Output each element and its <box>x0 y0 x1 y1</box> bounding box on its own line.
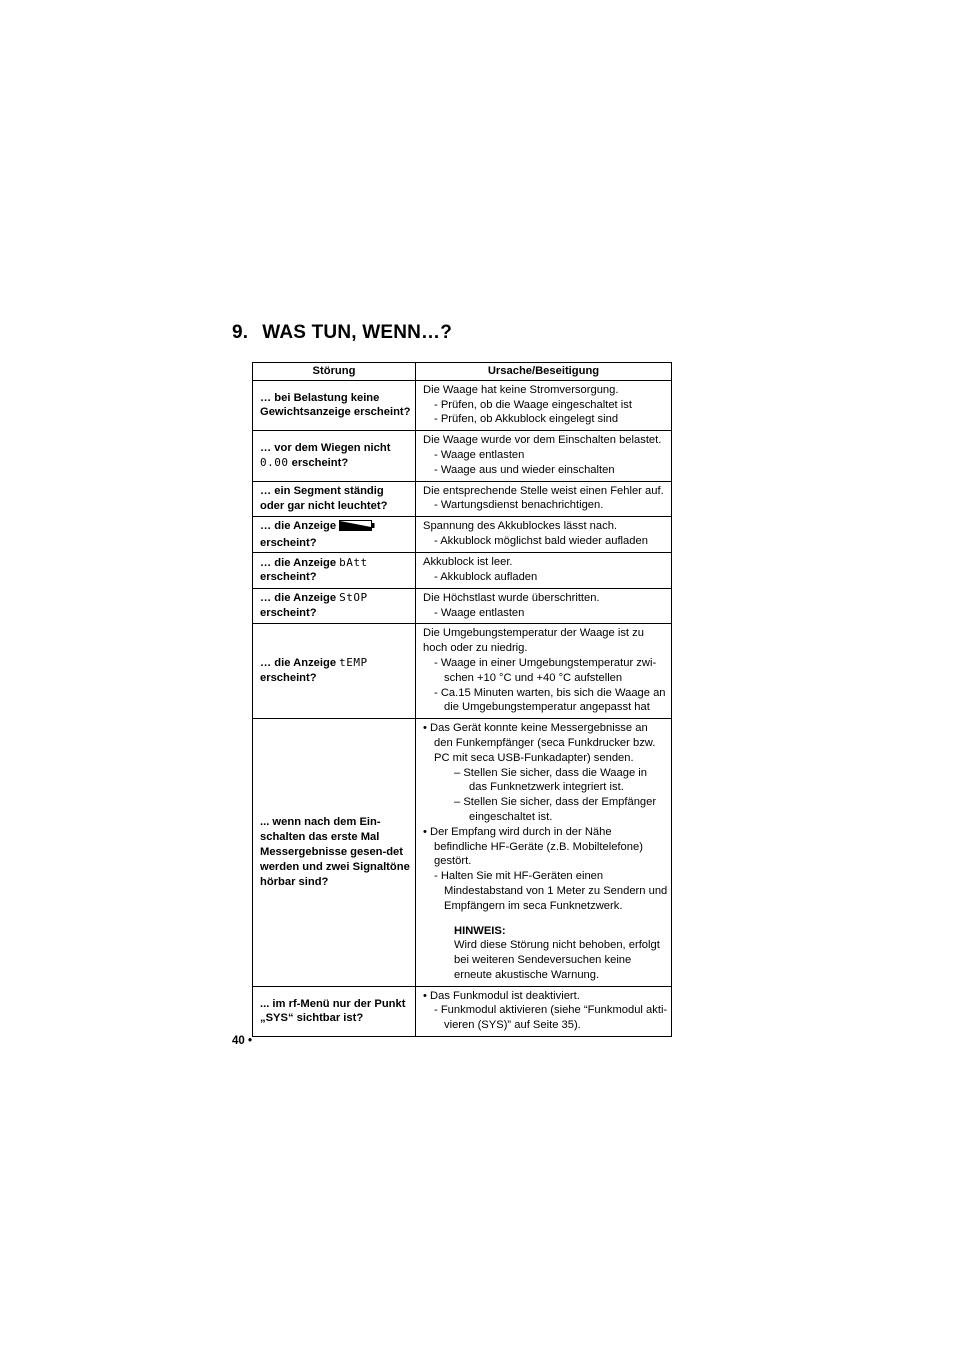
fault-cell <box>253 553 416 589</box>
table-header-row <box>253 363 672 381</box>
fault-text: erscheint? <box>260 536 317 549</box>
fault-text: … die Anzeige <box>260 519 337 532</box>
cause-text: Die Umgebungstemperatur der Waage ist zu hoch oder zu niedrig. <box>423 627 644 655</box>
fault-cell: ... im rf-Menü nur der Punkt „SYS“ sichtbar ist? <box>253 986 416 1036</box>
fault-cell: ... wenn nach dem Ein-schalten das erste Mal Messergebnisse gesen-det werden und zwei Signaltöne hörbar sind? <box>253 719 416 987</box>
cause-text: Die Höchstlast wurde überschritten. <box>423 591 600 604</box>
table-row <box>253 624 672 719</box>
remedy-item: - Halten Sie mit HF-Geräten einen Mindestabstand von 1 Meter zu Sendern und Empfängern im seca Funknetzwerk. <box>434 870 668 912</box>
segment-display-stop: StOP <box>339 591 368 605</box>
page-number: 40 • <box>232 1035 253 1047</box>
fault-text: … vor dem Wiegen nicht <box>260 442 391 455</box>
note-heading: HINWEIS: <box>454 924 506 937</box>
remedy-item: - Waage entlasten <box>434 448 525 461</box>
remedy-item: - Akkublock aufladen <box>434 570 538 583</box>
cause-bullet: • Der Empfang wird durch in der Nähe befindliche HF-Geräte (z.B. Mobiltelefone) gestört. <box>423 825 643 868</box>
remedy-item: - Funkmodul aktivieren (siehe “Funkmodul akti-vieren (SYS)” auf Seite 35). <box>434 1004 668 1032</box>
fault-cell <box>253 588 416 624</box>
fault-text: erscheint? <box>260 607 317 620</box>
table-row <box>253 588 672 624</box>
remedy-item: - Waage entlasten <box>434 606 525 619</box>
section-title: WAS TUN, WENN…? <box>262 322 453 343</box>
table-row <box>253 719 672 987</box>
cause-cell <box>416 481 672 517</box>
fault-text: erscheint? <box>260 571 317 584</box>
fault-text: … die Anzeige <box>260 657 337 670</box>
segment-display-batt: bAtt <box>339 555 368 569</box>
table-row <box>253 380 672 430</box>
remedy-item: – Stellen Sie sicher, dass der Empfänger eingeschaltet ist. <box>454 796 657 823</box>
cause-text: Akkublock ist leer. <box>423 556 513 569</box>
table-row <box>253 553 672 589</box>
segment-display-zero: 0.00 <box>260 455 289 469</box>
remedy-item: - Wartungsdienst benachrichtigen. <box>434 499 604 512</box>
fault-text: erscheint? <box>291 456 349 469</box>
table-row <box>253 986 672 1036</box>
fault-text: … die Anzeige <box>260 556 337 569</box>
header-fault: Störung <box>253 363 416 381</box>
note-box <box>454 924 668 983</box>
cause-text: Die Waage hat keine Stromversorgung. <box>423 383 619 396</box>
cause-cell <box>416 588 672 624</box>
table-row <box>253 431 672 481</box>
note-text: Wird diese Störung nicht behoben, erfolgt bei weiteren Sendeversuchen keine erneute akustische Warnung. <box>454 939 660 981</box>
fault-text: … die Anzeige <box>260 592 337 605</box>
troubleshooting-table <box>252 362 672 1037</box>
remedy-item: - Waage aus und wieder einschalten <box>434 463 615 476</box>
remedy-item: – Stellen Sie sicher, dass die Waage in das Funknetzwerk integriert ist. <box>454 766 647 794</box>
table-row <box>253 517 672 553</box>
fault-cell <box>253 431 416 481</box>
cause-cell <box>416 380 672 430</box>
cause-bullet: • Das Gerät konnte keine Messergebnisse an den Funkempfänger (seca Funkdrucker bzw. PC mit seca USB-Funkadapter) senden. <box>423 722 656 764</box>
battery-low-icon <box>339 520 375 536</box>
cause-bullet: • Das Funkmodul ist deaktiviert. <box>423 989 580 1002</box>
section-number: 9. <box>232 322 249 343</box>
segment-display-temp: tEMP <box>339 656 368 670</box>
cause-cell <box>416 986 672 1036</box>
header-cause: Ursache/Beseitigung <box>416 363 672 381</box>
fault-cell: … ein Segment ständig oder gar nicht leuchtet? <box>253 481 416 517</box>
cause-cell <box>416 517 672 553</box>
fault-cell <box>253 517 416 553</box>
cause-cell <box>416 624 672 719</box>
remedy-item: - Waage in einer Umgebungstemperatur zwi-schen +10 °C und +40 °C aufstellen <box>434 656 657 684</box>
fault-text: erscheint? <box>260 672 317 685</box>
cause-text: Die Waage wurde vor dem Einschalten belastet. <box>423 434 662 447</box>
cause-text: Spannung des Akkublockes lässt nach. <box>423 520 618 533</box>
section-heading <box>232 322 452 344</box>
remedy-item: - Ca.15 Minuten warten, bis sich die Waage an die Umgebungstemperatur angepasst hat <box>434 686 666 714</box>
fault-cell: … bei Belastung keine Gewichtsanzeige erscheint? <box>253 380 416 430</box>
table-row <box>253 481 672 517</box>
cause-cell <box>416 431 672 481</box>
remedy-item: - Prüfen, ob die Waage eingeschaltet ist <box>434 398 632 411</box>
cause-text: Die entsprechende Stelle weist einen Fehler auf. <box>423 484 664 497</box>
remedy-item: - Prüfen, ob Akkublock eingelegt sind <box>434 413 619 426</box>
cause-cell <box>416 719 672 987</box>
fault-cell <box>253 624 416 719</box>
remedy-item: - Akkublock möglichst bald wieder aufladen <box>434 534 648 547</box>
cause-cell <box>416 553 672 589</box>
